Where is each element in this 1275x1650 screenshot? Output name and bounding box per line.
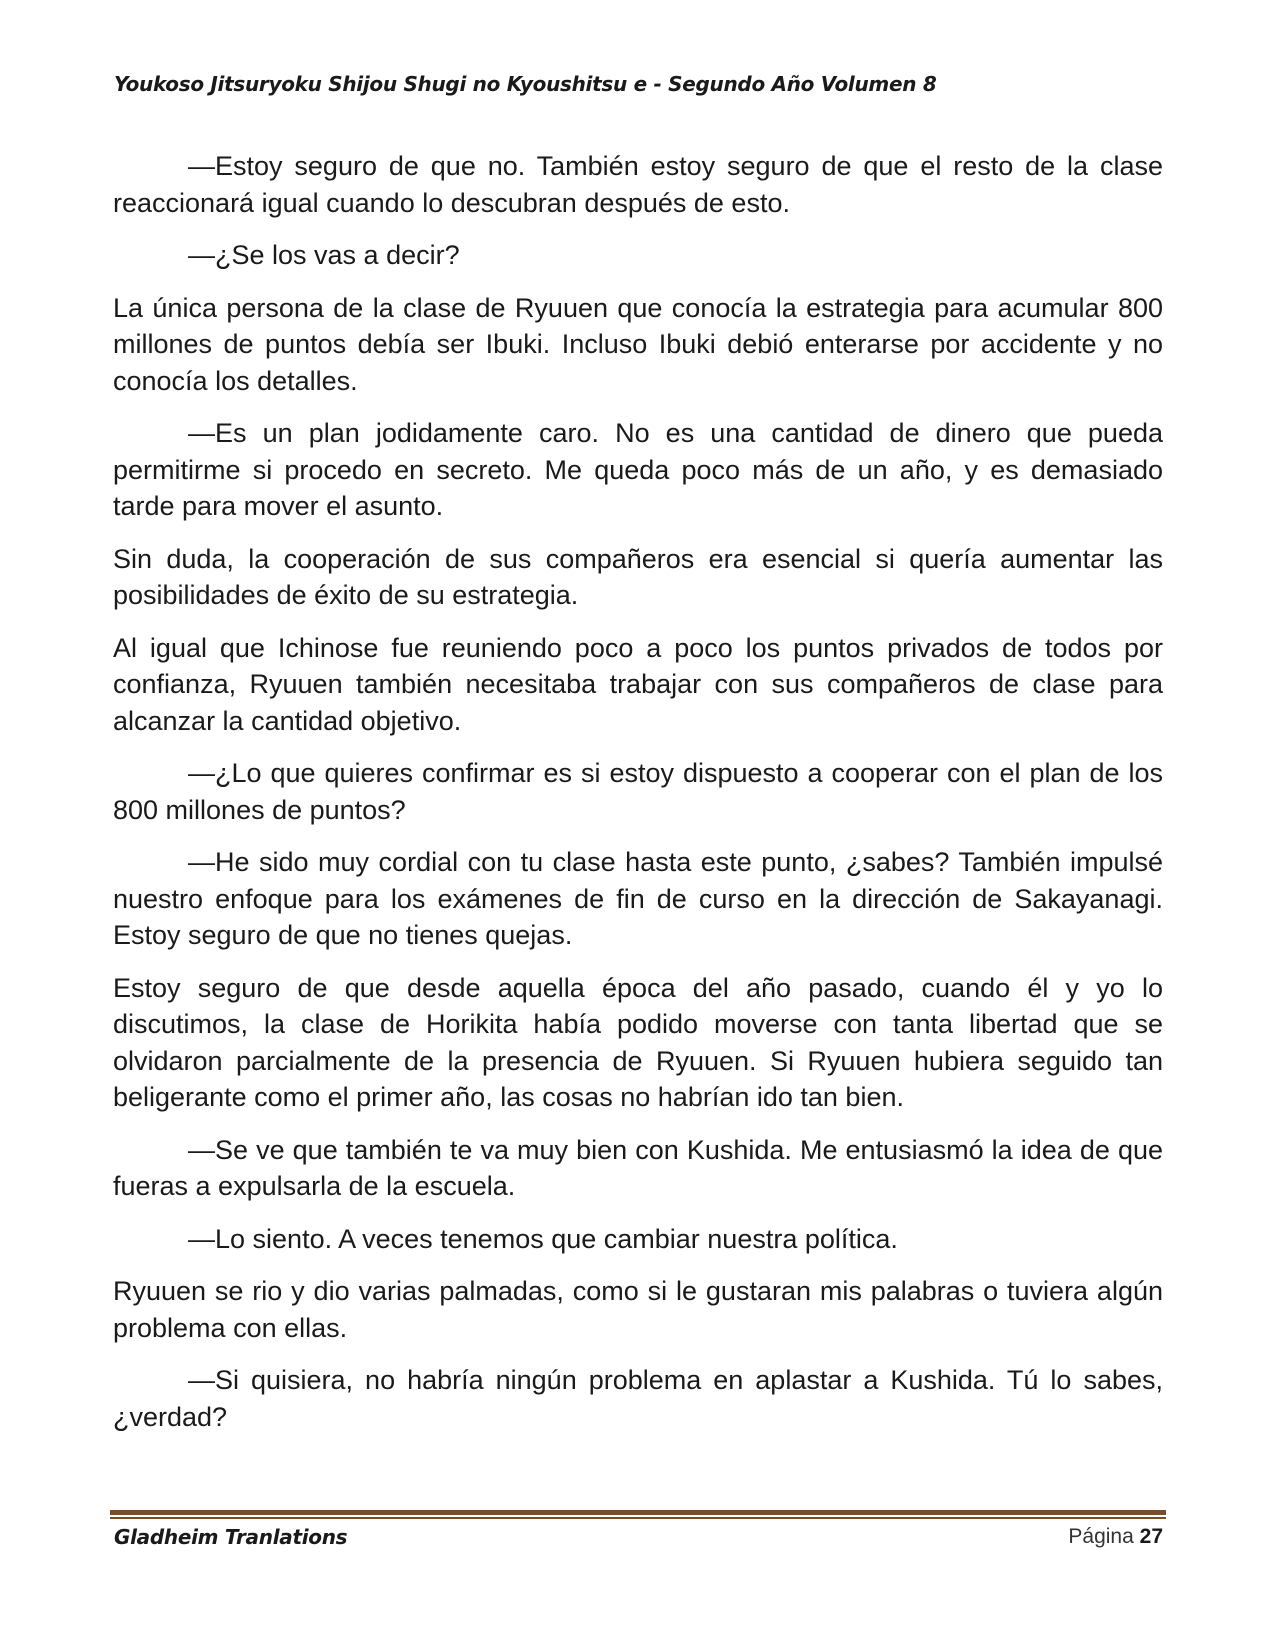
footer-divider-thick-line — [110, 1510, 1166, 1515]
paragraph-dialogue: —He sido muy cordial con tu clase hasta este punto, ¿sabes? También impulsé nuestro enfoque para los exámenes de fin de curso en la dirección de Sakayanagi. Estoy seguro de que no tienes quejas. — [113, 847, 1163, 950]
footer-credit: Gladheim Tranlations — [114, 1525, 348, 1549]
paragraph-narration: La única persona de la clase de Ryuuen que conocía la estrategia para acumular 800 millones de puntos debía ser Ibuki. Incluso Ibuki debió enterarse por accidente y no conocía los detalles. — [113, 292, 1163, 396]
page-number: 27 — [1139, 1525, 1163, 1548]
body-text — [113, 148, 1163, 1451]
footer-divider — [110, 1510, 1166, 1521]
paragraph-narration: Al igual que Ichinose fue reuniendo poco a poco los puntos privados de todos por confianza, Ryuuen también necesitaba trabajar con sus compañeros de clase para alcanzar la cantidad objetivo. — [113, 632, 1163, 736]
page-label: Página — [1068, 1525, 1134, 1548]
paragraph-narration: Sin duda, la cooperación de sus compañeros era esencial si quería aumentar las posibilidades de éxito de su estrategia. — [113, 543, 1163, 610]
paragraph-narration: Estoy seguro de que desde aquella época del año pasado, cuando él y yo lo discutimos, la clase de Horikita había podido moverse con tanta libertad que se olvidaron parcialmente de la presencia de Ryuuen. Si Ryuuen hubiera seguido tan beligerante como el primer año, las cosas no habrían ido tan bien. — [113, 972, 1163, 1112]
footer-divider-thin-line — [110, 1517, 1166, 1519]
running-header: Youkoso Jitsuryoku Shijou Shugi no Kyoushitsu e - Segundo Año Volumen 8 — [114, 72, 937, 96]
paragraph-narration: Ryuuen se rio y dio varias palmadas, como si le gustaran mis palabras o tuviera algún problema con ellas. — [113, 1276, 1163, 1343]
paragraph-dialogue: —Si quisiera, no habría ningún problema en aplastar a Kushida. Tú lo sabes, ¿verdad? — [113, 1365, 1163, 1432]
paragraph-dialogue: —Es un plan jodidamente caro. No es una cantidad de dinero que pueda permitirme si procedo en secreto. Me queda poco más de un año, y es demasiado tarde para mover el asunto. — [113, 418, 1163, 521]
page-number-label — [1068, 1525, 1163, 1549]
paragraph-dialogue: —Lo siento. A veces tenemos que cambiar nuestra política. — [188, 1223, 898, 1254]
paragraph-dialogue: —¿Se los vas a decir? — [188, 240, 460, 270]
paragraph-dialogue: —¿Lo que quieres confirmar es si estoy dispuesto a cooperar con el plan de los 800 millones de puntos? — [113, 758, 1163, 825]
paragraph-dialogue: —Estoy seguro de que no. También estoy seguro de que el resto de la clase reaccionará igual cuando lo descubran después de esto. — [113, 151, 1163, 218]
paragraph-dialogue: —Se ve que también te va muy bien con Kushida. Me entusiasmó la idea de que fueras a expulsarla de la escuela. — [113, 1134, 1163, 1201]
